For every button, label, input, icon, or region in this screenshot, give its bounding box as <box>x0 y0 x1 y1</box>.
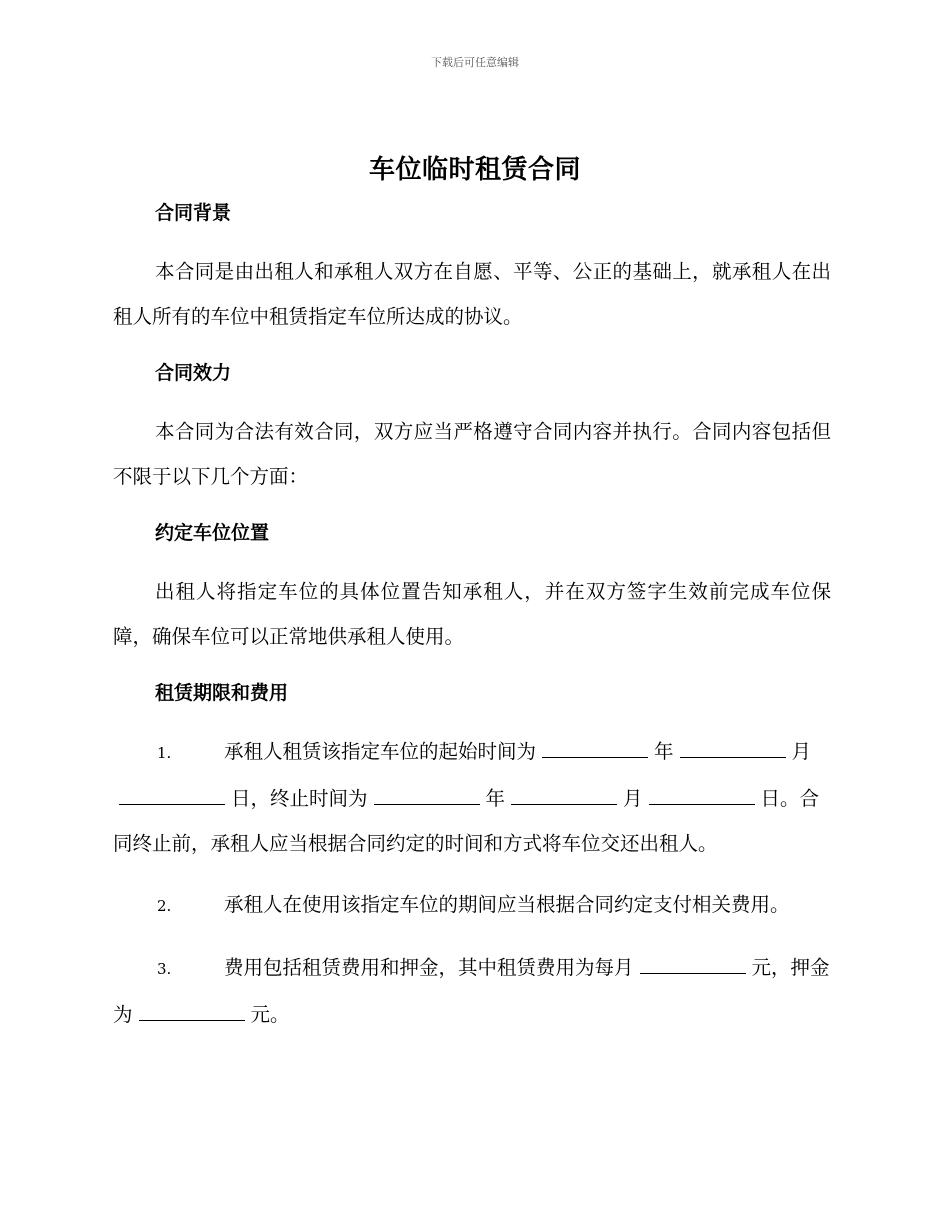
document-title: 车位临时租赁合同 <box>368 155 581 185</box>
unit-month: 月 <box>791 740 812 763</box>
list-number: 1. <box>157 744 172 762</box>
section-heading-location: 约定车位位置 <box>155 522 270 544</box>
section-heading-validity: 合同效力 <box>155 362 232 384</box>
header-note: 下载后可任意编辑 <box>431 56 519 69</box>
list-text: 日。合同终止前，承租人应当根据合同约定的时间和方式将车位交还出租人。 <box>113 787 820 855</box>
list-text: 费用包括租赁费用和押金，其中租赁费用为每月 <box>224 956 634 979</box>
section-paragraph-location: 出租人将指定车位的具体位置告知承租人，并在双方签字生效前完成车位保障，确保车位可以正常地供承租人使用。 <box>113 580 831 648</box>
list-item-3 <box>113 945 831 1037</box>
section-paragraph-validity: 本合同为合法有效合同，双方应当严格遵守合同内容并执行。合同内容包括但不限于以下几个方面： <box>113 420 831 488</box>
document-body <box>113 195 831 1037</box>
section-heading-term-fees: 租赁期限和费用 <box>155 682 289 704</box>
list-text: 日，终止时间为 <box>231 787 368 810</box>
list-number: 2. <box>157 897 172 915</box>
list-item-2 <box>113 882 831 929</box>
list-text: 承租人在使用该指定车位的期间应当根据合同约定支付相关费用。 <box>224 893 790 916</box>
fill-blank-start-month[interactable] <box>680 756 786 758</box>
fill-blank-start-day[interactable] <box>119 803 225 805</box>
fill-blank-start-year[interactable] <box>542 756 648 758</box>
fill-blank-deposit[interactable] <box>139 1019 245 1021</box>
fill-blank-end-year[interactable] <box>374 803 480 805</box>
list-text: 元。 <box>250 1003 290 1026</box>
unit-month: 月 <box>623 787 643 810</box>
fill-blank-monthly-rent[interactable] <box>640 972 746 974</box>
list-text: 元，押金为 <box>113 956 830 1026</box>
list-text: 承租人租赁该指定车位的起始时间为 <box>224 740 537 763</box>
unit-year: 年 <box>654 740 674 763</box>
section-heading-background: 合同背景 <box>155 202 232 224</box>
unit-year: 年 <box>485 787 506 810</box>
fill-blank-end-month[interactable] <box>511 803 617 805</box>
list-number: 3. <box>157 960 172 978</box>
section-paragraph-background: 本合同是由出租人和承租人双方在自愿、平等、公正的基础上，就承租人在出租人所有的车位中租赁指定车位所达成的协议。 <box>113 260 831 328</box>
fill-blank-end-day[interactable] <box>649 803 755 805</box>
list-item-1 <box>113 729 831 866</box>
